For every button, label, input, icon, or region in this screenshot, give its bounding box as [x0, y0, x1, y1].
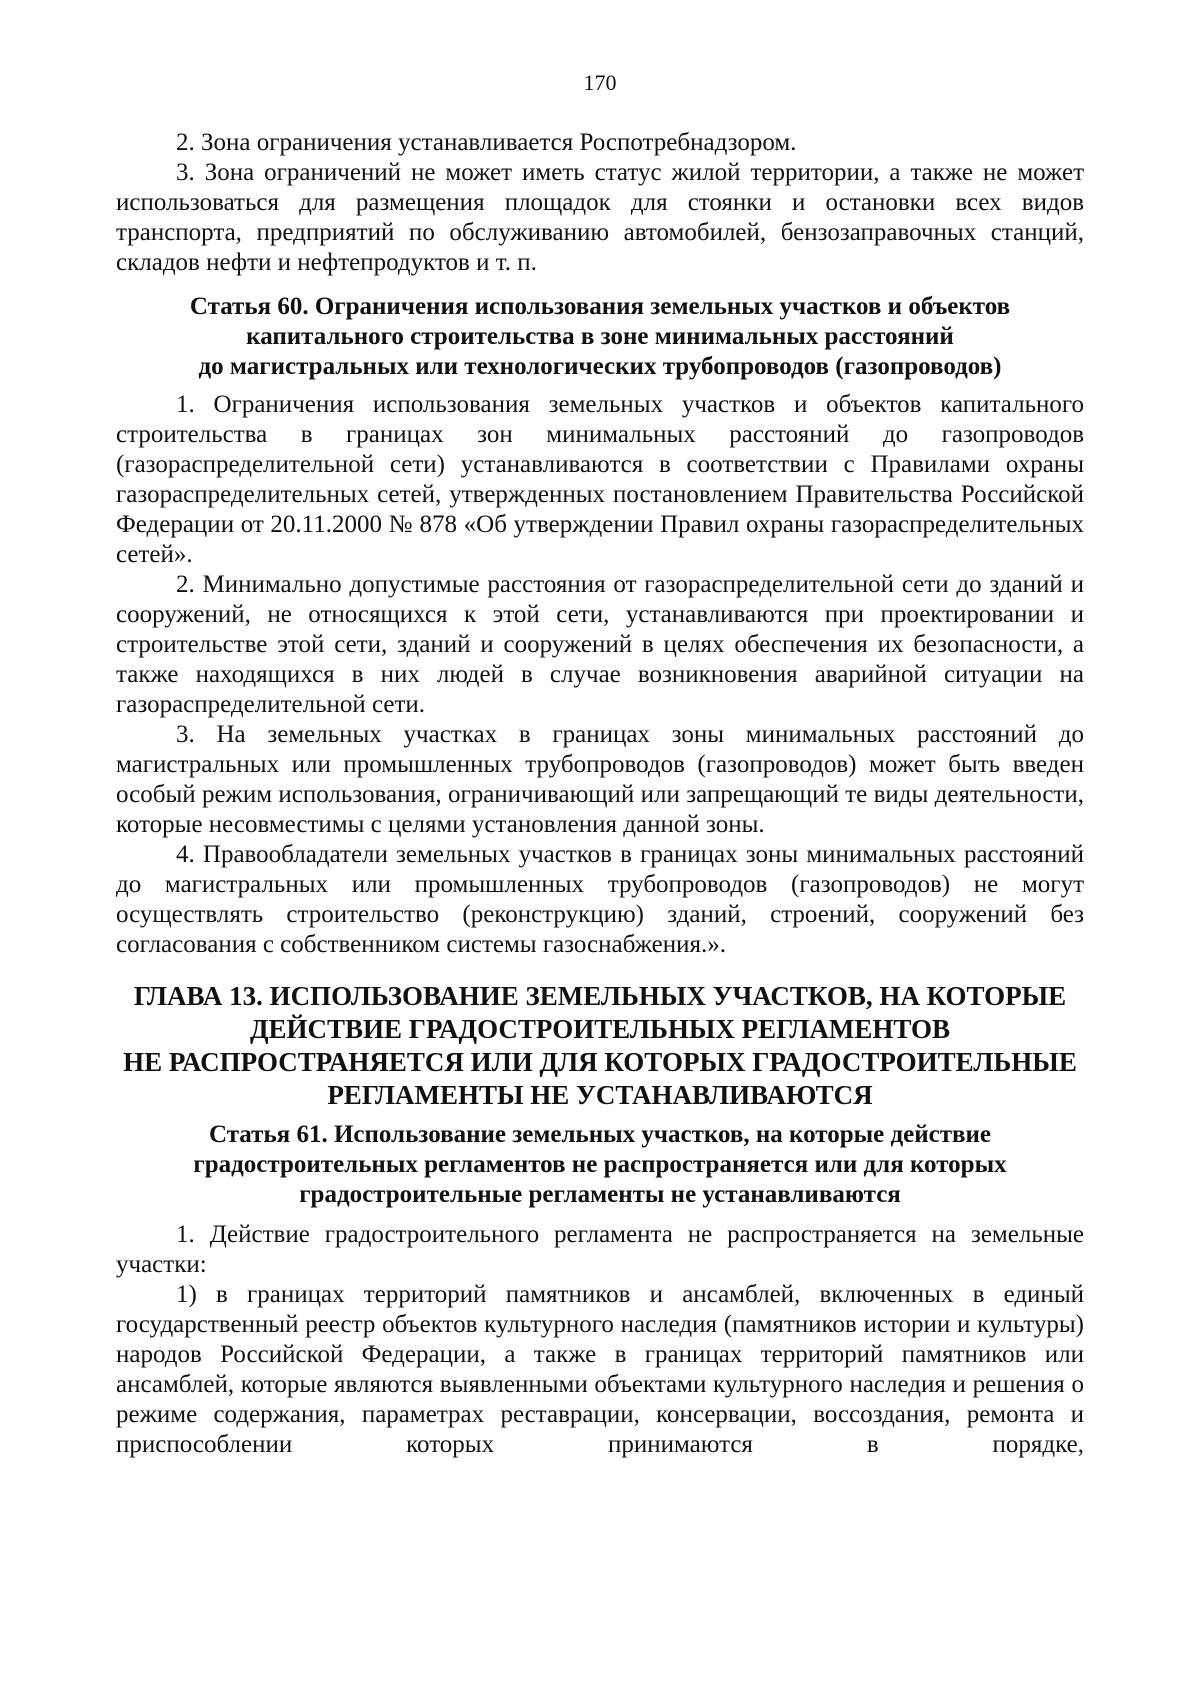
page-number: 170 — [583, 70, 617, 95]
article-60-title-line: до магистральных или технологических трубопроводов (газопроводов) — [198, 353, 1002, 380]
article-60-title — [116, 292, 1084, 382]
article-61-paragraph: 1) в границах территорий памятников и ансамблей, включенных в единый государственный реестр объектов культурного наследия (памятников истории и культуры) народов Российской Федерации, а также в границах территорий памятников или ансамблей, которые являются выявленными объектами культурного наследия и решения о режиме содержания, параметрах реставрации, консервации, воссоздания, ремонта и приспособлении которых принимаются в порядке, — [116, 1281, 1084, 1458]
paragraph-zone-restrictions: 3. Зона ограничений не может иметь статус жилой территории, а также не может использоваться для размещения площадок для стоянки и остановки всех видов транспорта, предприятий по обслуживанию автомобилей, бензозаправочных станций, складов нефти и нефтепродуктов и т. п. — [116, 159, 1084, 276]
chapter-13-title-line: ГЛАВА 13. ИСПОЛЬЗОВАНИЕ ЗЕМЕЛЬНЫХ УЧАСТКОВ, НА КОТОРЫЕ — [133, 981, 1067, 1011]
page-content — [116, 128, 1084, 1460]
chapter-13-title-line: РЕГЛАМЕНТЫ НЕ УСТАНАВЛИВАЮТСЯ — [327, 1080, 873, 1110]
chapter-13-title — [116, 980, 1084, 1112]
paragraph-zone-authority: 2. Зона ограничения устанавливается Роспотребнадзором. — [176, 129, 797, 156]
chapter-13-title-line: НЕ РАСПРОСТРАНЯЕТСЯ ИЛИ ДЛЯ КОТОРЫХ ГРАДОСТРОИТЕЛЬНЫЕ — [123, 1047, 1077, 1077]
article-60-title-line: Статья 60. Ограничения использования земельных участков и объектов — [189, 293, 1011, 320]
article-61-title — [116, 1120, 1084, 1210]
article-61-title-line: Статья 61. Использование земельных участков, на которые действие — [209, 1121, 991, 1148]
article-60-paragraph: 1. Ограничения использования земельных участков и объектов капитального строительства в границах зон минимальных расстояний до газопроводов (газораспределительной сети) устанавливаются в соответствии с Правилами охраны газораспределительных сетей, утвержденных постановлением Правительства Российской Федерации от 20.11.2000 № 878 «Об утверждении Правил охраны газораспределительных сетей». — [116, 391, 1084, 568]
article-60-paragraph: 4. Правообладатели земельных участков в границах зоны минимальных расстояний до магистральных или промышленных трубопроводов (газопроводов) не могут осуществлять строительство (реконструкцию) зданий, строений, сооружений без согласования с собственником системы газоснабжения.». — [116, 841, 1084, 958]
article-60-paragraph: 2. Минимально допустимые расстояния от газораспределительной сети до зданий и сооружений, не относящихся к этой сети, устанавливаются при проектировании и строительстве этой сети, зданий и сооружений в целях обеспечения их безопасности, а также находящихся в них людей в случае возникновения аварийной ситуации на газораспределительной сети. — [116, 571, 1084, 718]
article-60-paragraph: 3. На земельных участках в границах зоны минимальных расстояний до магистральных или промышленных трубопроводов (газопроводов) может быть введен особый режим использования, ограничивающий или запрещающий те виды деятельности, которые несовместимы с целями установления данной зоны. — [116, 721, 1084, 838]
article-61-title-line: градостроительные регламенты не устанавливаются — [299, 1181, 901, 1208]
chapter-13-title-line: ДЕЙСТВИЕ ГРАДОСТРОИТЕЛЬНЫХ РЕГЛАМЕНТОВ — [249, 1014, 951, 1044]
article-61-title-line: градостроительных регламентов не распространяется или для которых — [193, 1151, 1007, 1178]
article-61-paragraph: 1. Действие градостроительного регламента не распространяется на земельные участки: — [116, 1221, 1084, 1278]
article-60-title-line: капитального строительства в зоне минимальных расстояний — [246, 323, 954, 350]
